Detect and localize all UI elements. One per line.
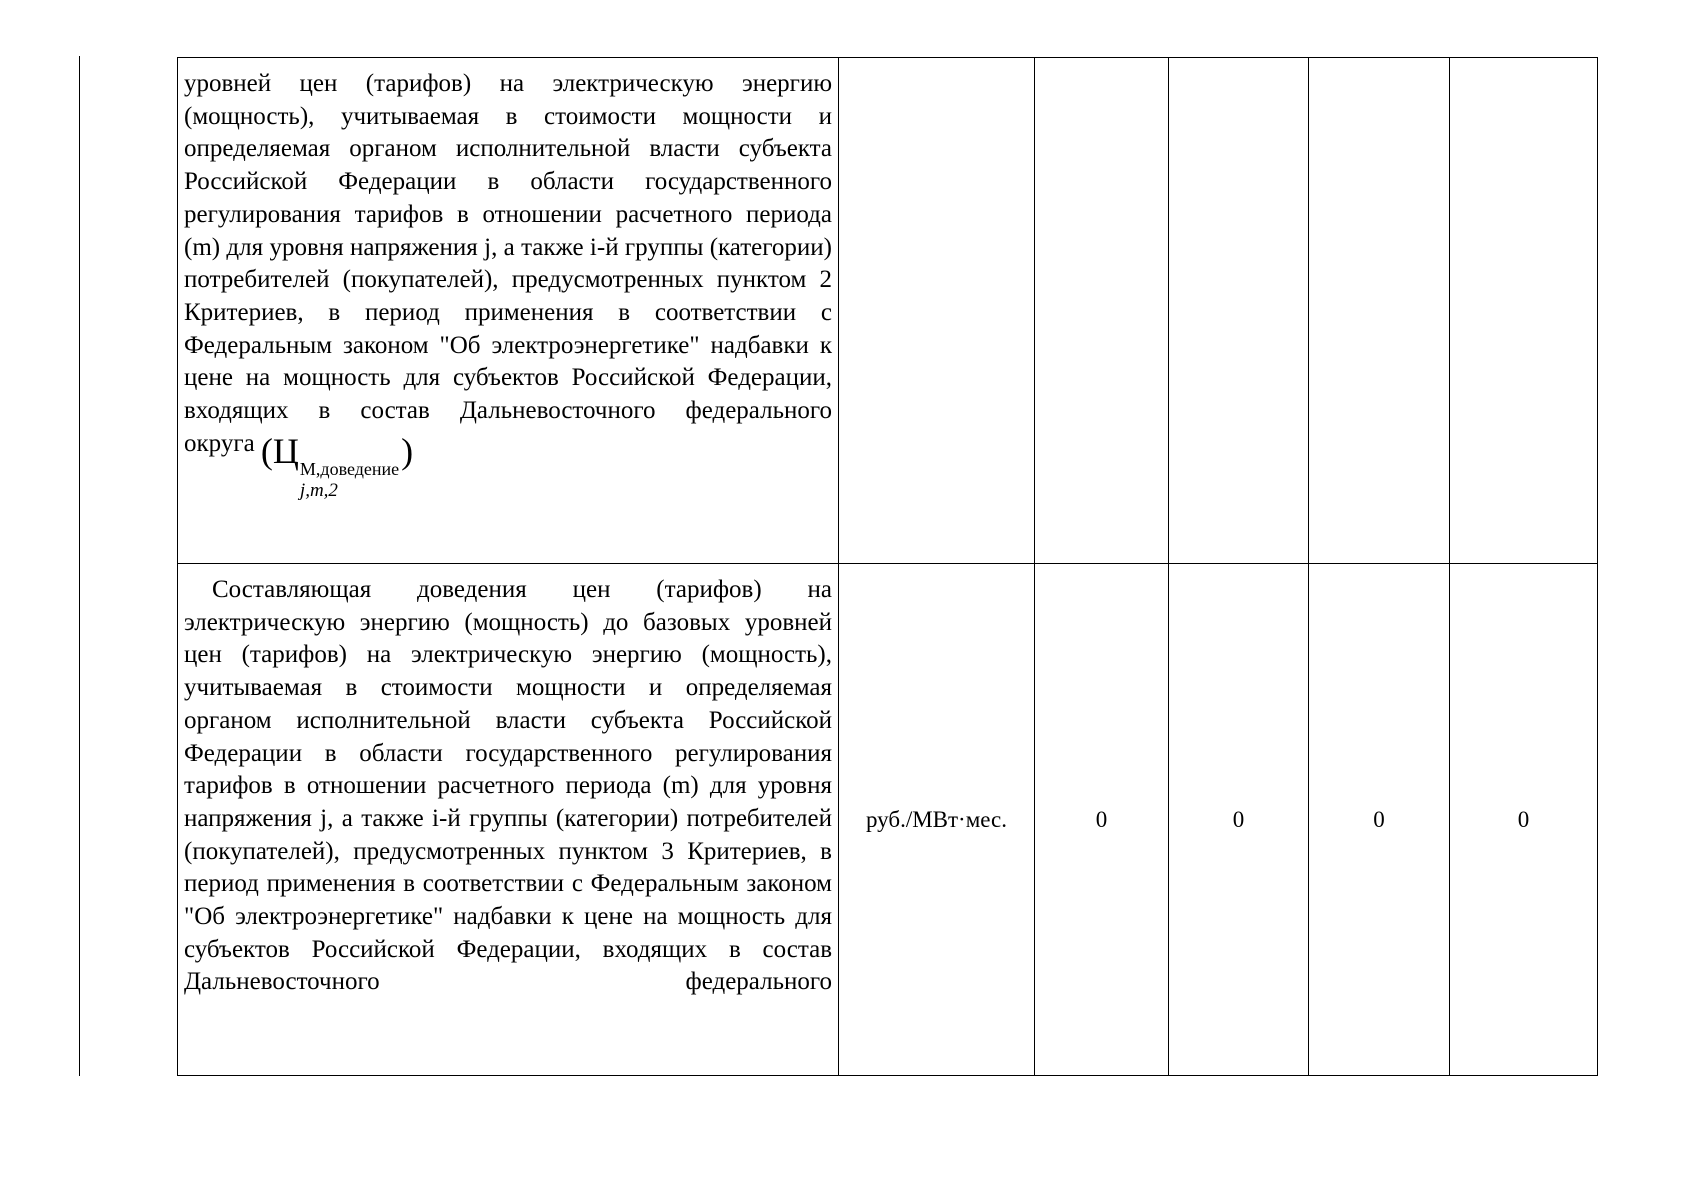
tariff-table — [177, 57, 1598, 1076]
value-cell — [1169, 58, 1309, 564]
page-margin-line — [79, 56, 80, 1076]
value-cell: 0 — [1169, 564, 1309, 1076]
description-tail-text: округа — [184, 429, 255, 457]
description-text: уровней цен (тарифов) на электрическую энергию (мощность), учитываемая в стоимости мощности и определяемая органом исполнительной власти субъекта Российской Федерации в области государственного регулирования тарифов в отношении расчетного периода (m) для уровня напряжения j, а также i-й группы (категории) потребителей (покупателей), предусмотренных пунктом 2 Критериев, в период применения в соответствии с Федеральным законом "Об электроэнергетике" надбавки к цене на мощность для субъектов Российской Федерации, входящих в состав Дальневосточного федерального — [184, 70, 832, 425]
value-cell — [1450, 58, 1598, 564]
value-cell — [1035, 58, 1169, 564]
formula-superscript: М,доведение — [299, 458, 400, 479]
description-text: Составляющая доведения цен (тарифов) на электрическую энергию (мощность) до базовых уровней цен (тарифов) на электрическую энергию (мощность), учитываемая в стоимости мощности и определяемая органом исполнительной власти субъекта Российской Федерации в области государственного регулирования тарифов в отношении расчетного периода (m) для уровня напряжения j, а также i-й группы (категории) потребителей (покупателей), предусмотренных пунктом 3 Критериев, в период применения в соответствии с Федеральным законом "Об электроэнергетике" надбавки к цене на мощность для субъектов Российской Федерации, входящих в состав Дальневосточного федерального — [184, 576, 832, 996]
description-cell — [178, 58, 839, 564]
table-row — [178, 58, 1598, 564]
value-cell: 0 — [1035, 564, 1169, 1076]
unit-cell — [839, 58, 1035, 564]
formula-subscript: j,m,2 — [299, 479, 338, 501]
description-tail — [184, 428, 832, 502]
value-cell: 0 — [1309, 564, 1450, 1076]
price-formula: (Ц М,доведение j,m,2 ) — [260, 430, 414, 501]
value-cell — [1309, 58, 1450, 564]
unit-cell: руб./МВт·мес. — [839, 564, 1035, 1076]
formula-letter: Ц — [272, 430, 299, 471]
description-cell — [178, 564, 839, 1076]
value-cell: 0 — [1450, 564, 1598, 1076]
table-row — [178, 564, 1598, 1076]
